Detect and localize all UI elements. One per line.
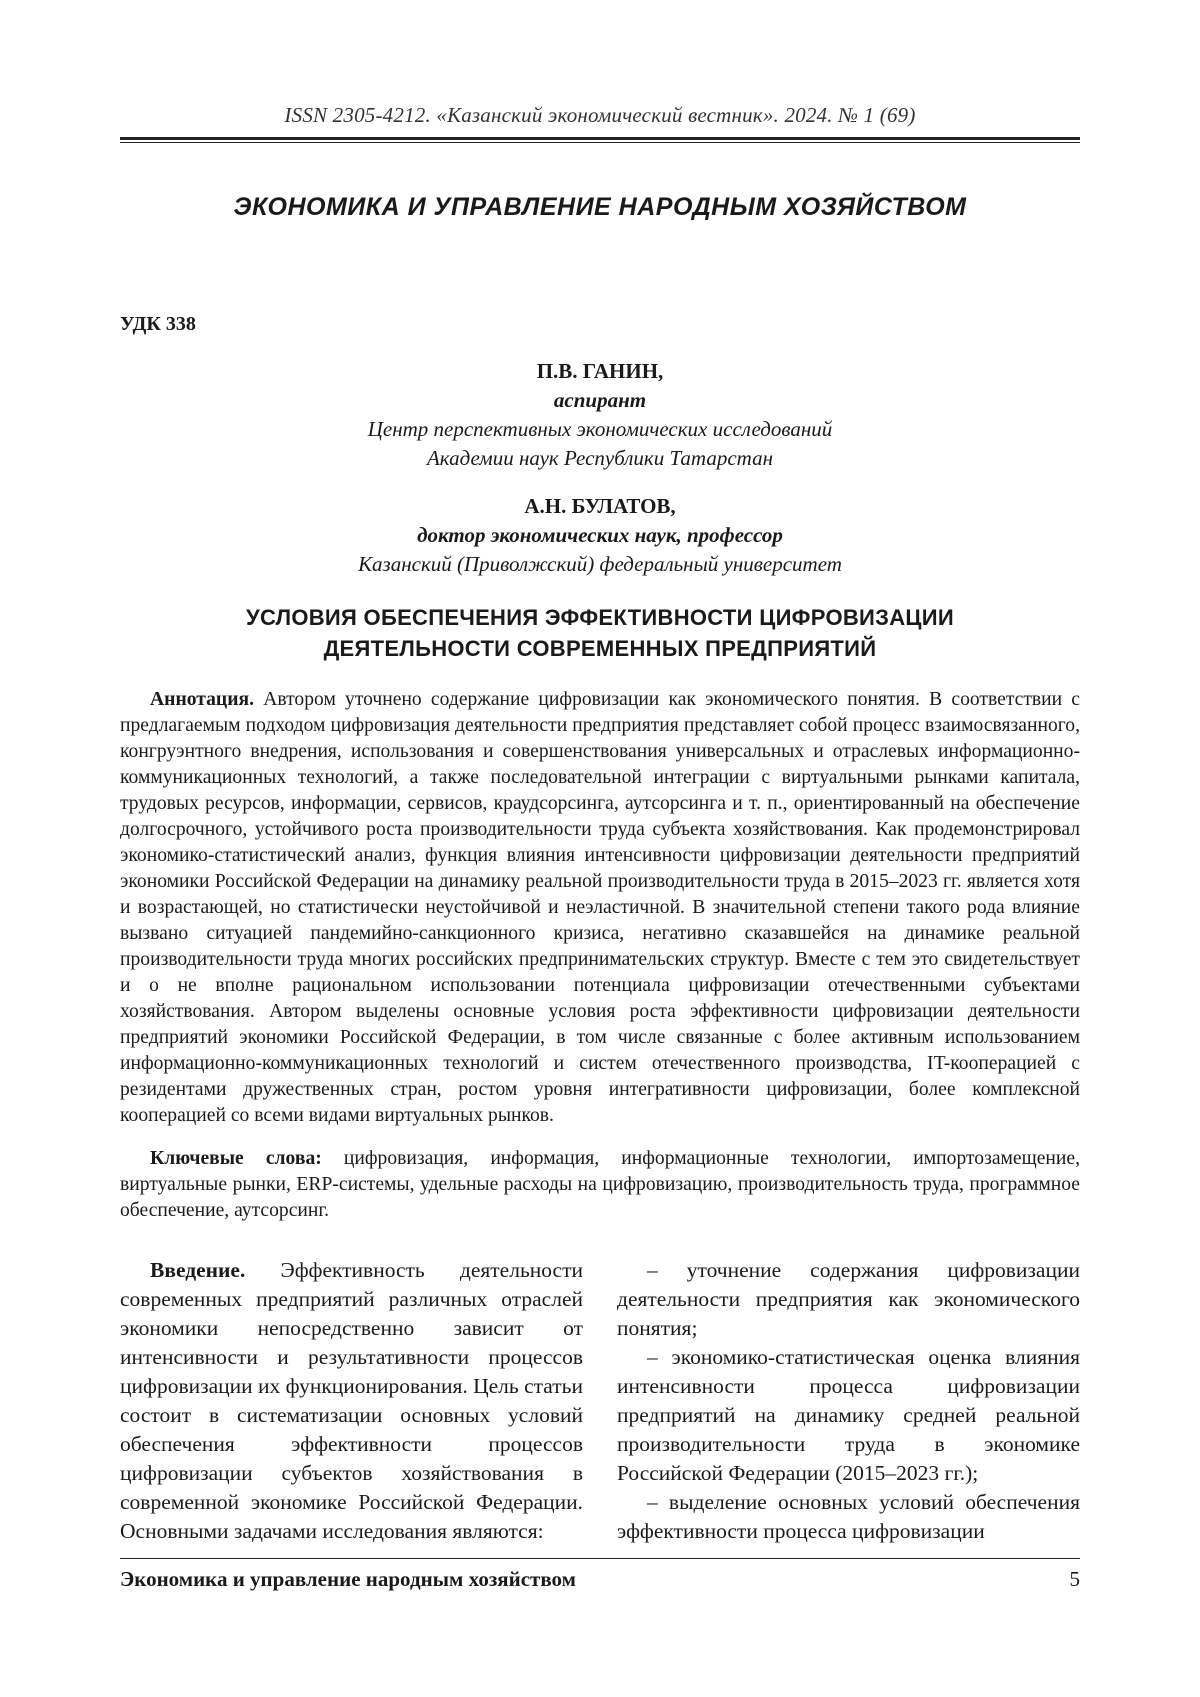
footer-rule [120, 1558, 1080, 1559]
keywords [120, 1146, 1080, 1224]
author-name: А.Н. БУЛАТОВ, [524, 494, 676, 518]
body-column-right [617, 1256, 1080, 1546]
keywords-label: Ключевые слова: [150, 1148, 322, 1169]
abstract-text: Автором уточнено содержание цифровизации как экономического понятия. В соответствии с предлагаемым подходом цифровизация деятельности предприятия представляет собой процесс взаимосвязанного, конгруэнтного внедрения, использования и совершенствования универсальных и отраслевых информационно-коммуникационных технологий, а также последовательной интеграции с виртуальными рынками капитала, трудовых ресурсов, информации, сервисов, краудсорсинга, аутсорсинга и т. п., ориентированный на обеспечение долгосрочного, устойчивого роста производительности труда субъекта хозяйствования. Как продемонстрировал экономико-статистический анализ, функция влияния интенсивности цифровизации деятельности предприятий экономики Российской Федерации на динамику реальной производительности труда в 2015–2023 гг. является хотя и возрастающей, но статистически неустойчивой и неэластичной. В значительной степени такого рода влияние вызвано ситуацией пандемийно-санкционного кризиса, негативно сказавшейся на динамике реальной производительности труда многих российских предпринимательских структур. Вместе с тем это свидетельствует и о не вполне рациональном использовании потенциала цифровизации отечественными субъектами хозяйствования. Автором выделены основные условия роста эффективности цифровизации деятельности предприятий экономики Российской Федерации, в том числе связанные с более активным использованием информационно-коммуникационных технологий и систем отечественного производства, IT-кооперацией с резидентами дружественных стран, ростом уровня интегративности цифровизации, более комплексной кооперацией со всеми видами виртуальных рынков. [120, 689, 1080, 1126]
task-item: – выделение основных условий обеспечения эффективности процесса цифровизации [617, 1490, 1080, 1543]
author-block-1 [120, 357, 1080, 473]
intro-text: Эффективность деятельности современных предприятий различных отраслей экономики непосредственно зависит от интенсивности и результативности процессов цифровизации их функционирования. Цель статьи состоит в систематизации основных условий обеспечения эффективности процессов цифровизации субъектов хозяйствования в современной экономике Российской Федерации. Основными задачами исследования являются: [120, 1258, 583, 1543]
body-column-left [120, 1256, 583, 1546]
keywords-text: цифровизация, информация, информационные технологии, импортозамещение, виртуальные рынки, ERP-системы, удельные расходы на цифровизацию, производительность труда, программное обеспечение, аутсорсинг. [120, 1148, 1080, 1221]
intro-label: Введение. [150, 1258, 246, 1282]
abstract [120, 687, 1080, 1129]
task-item: – уточнение содержания цифровизации деятельности предприятия как экономического понятия; [617, 1258, 1080, 1340]
section-title: ЭКОНОМИКА И УПРАВЛЕНИЕ НАРОДНЫМ ХОЗЯЙСТВОМ [233, 193, 967, 221]
author-affiliation: Казанский (Приволжский) федеральный университет [358, 552, 842, 576]
header-rule-thin [120, 142, 1080, 143]
header-rule [120, 137, 1080, 140]
article-title-line: УСЛОВИЯ ОБЕСПЕЧЕНИЯ ЭФФЕКТИВНОСТИ ЦИФРОВИЗАЦИИ [245, 605, 955, 630]
footer-section: Экономика и управление народным хозяйством [120, 1567, 576, 1591]
udk-code: УДК 338 [120, 313, 196, 335]
article-title-line: ДЕЯТЕЛЬНОСТИ СОВРЕМЕННЫХ ПРЕДПРИЯТИЙ [323, 636, 877, 661]
running-head: ISSN 2305-4212. «Казанский экономический вестник». 2024. № 1 (69) [284, 103, 916, 127]
author-affiliation: Центр перспективных экономических исследований [367, 417, 833, 441]
author-block-2 [120, 492, 1080, 579]
author-affiliation: Академии наук Республики Татарстан [426, 446, 774, 470]
page-number: 5 [1069, 1567, 1080, 1591]
task-item: – экономико-статистическая оценка влияния интенсивности процесса цифровизации предприятий на динамику средней реальной производительности труда в экономике Российской Федерации (2015–2023 гг.); [617, 1345, 1080, 1485]
author-position: доктор экономических наук, профессор [417, 523, 783, 547]
article-title [120, 602, 1080, 664]
author-name: П.В. ГАНИН, [536, 359, 664, 383]
author-position: аспирант [553, 388, 647, 412]
abstract-label: Аннотация. [150, 689, 255, 710]
